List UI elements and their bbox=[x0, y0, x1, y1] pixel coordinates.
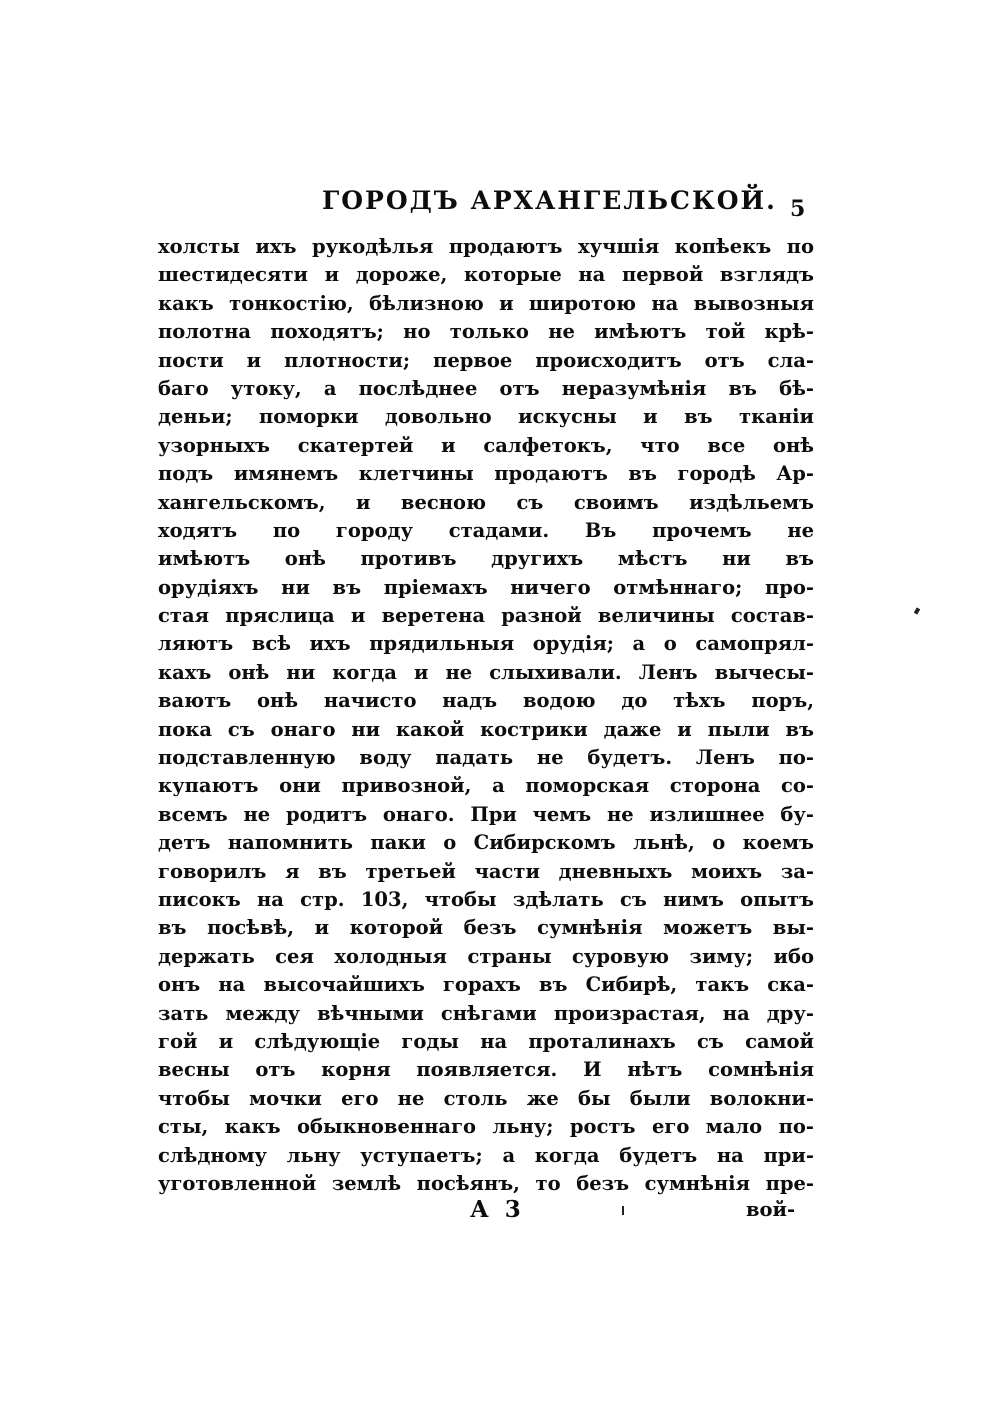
text-line: холсты ихъ рукодѣлья продаютъ хучшія копѣекъ по bbox=[158, 235, 814, 258]
page-number: 5 bbox=[790, 196, 806, 222]
text-line: купаютъ они привозной, а поморская сторона со- bbox=[158, 774, 814, 798]
text-line: подставленную воду падать не будетъ. Ленъ по- bbox=[158, 746, 814, 770]
text-line: сты, какъ обыкновеннаго льну; ростъ его мало по- bbox=[158, 1115, 814, 1139]
text-line: стая пряслица и веретена разной величины состав- bbox=[158, 604, 814, 628]
text-line: держать сея холодныя страны суровую зиму; ибо bbox=[158, 944, 814, 968]
text-line: узорныхъ скатертей и салфетокъ, что все онѣ bbox=[158, 433, 814, 457]
text-line: писокъ на стр. 103, чтобы здѣлать съ нимъ опытъ bbox=[158, 887, 814, 911]
text-line: баго утоку, а послѣднее отъ неразумѣнія въ бѣ- bbox=[158, 376, 814, 400]
text-line: ваютъ онѣ начисто надъ водою до тѣхъ поръ, bbox=[158, 689, 814, 713]
text-line: всемъ не родитъ онаго. При чемъ не излишнее бу- bbox=[158, 802, 814, 826]
text-line: имѣютъ онѣ противъ другихъ мѣстъ ни въ bbox=[158, 547, 814, 571]
ink-speck bbox=[622, 1206, 624, 1215]
text-line: въ посѣвѣ, и которой безъ сумнѣнія можетъ вы- bbox=[158, 916, 814, 940]
text-line: шестидесяти и дороже, которые на первой взглядъ bbox=[158, 263, 814, 287]
text-line: ходятъ по городу стадами. Въ прочемъ не bbox=[158, 518, 814, 542]
text-line: ляютъ всѣ ихъ прядильныя орудія; а о самопрял- bbox=[158, 632, 814, 656]
text-line: полотна походятъ; но только не имѣютъ той крѣ- bbox=[158, 320, 814, 344]
text-line: детъ напомнить паки о Сибирскомъ льнѣ, о коемъ bbox=[158, 831, 814, 855]
signature-mark: А 3 bbox=[470, 1196, 525, 1223]
text-line: онъ на высочайшихъ горахъ въ Сибирѣ, такъ ска- bbox=[158, 973, 814, 997]
catchword: вой- bbox=[746, 1198, 796, 1221]
text-line: какъ тонкостію, бѣлизною и широтою на вывозныя bbox=[158, 291, 814, 315]
text-line: зать между вѣчными снѣгами произрастая, на дру- bbox=[158, 1001, 814, 1025]
text-line: деньи; поморки довольно искусны и въ тканіи bbox=[158, 405, 814, 429]
ink-speck bbox=[914, 607, 920, 614]
text-line: кахъ онѣ ни когда и не слыхивали. Ленъ вычесы- bbox=[158, 660, 814, 684]
text-line: говорилъ я въ третьей части дневныхъ моихъ за- bbox=[158, 859, 814, 883]
text-line: пости и плотности; первое происходитъ отъ сла- bbox=[158, 348, 814, 372]
text-line: пока съ онаго ни какой кострики даже и пыли въ bbox=[158, 717, 814, 741]
text-line: уготовленной землѣ посѣянъ, то безъ сумнѣнія пре- bbox=[158, 1171, 814, 1195]
text-line: гой и слѣдующіе годы на проталинахъ съ самой bbox=[158, 1029, 814, 1053]
text-line: хангельскомъ, и весною съ своимъ издѣльемъ bbox=[158, 490, 814, 514]
text-line: орудіяхъ ни въ пріемахъ ничего отмѣннаго; про- bbox=[158, 575, 814, 599]
body-text bbox=[158, 233, 814, 1198]
text-line: чтобы мочки его не столь же бы были волокни- bbox=[158, 1086, 814, 1110]
running-head: ГОРОДЪ АРХАНГЕЛЬСКОЙ. bbox=[322, 186, 777, 215]
text-line: слѣдному льну уступаетъ; а когда будетъ на при- bbox=[158, 1143, 814, 1167]
text-line: весны отъ корня появляется. И нѣтъ сомнѣнія bbox=[158, 1058, 814, 1082]
text-line: подъ имянемъ клетчины продаютъ въ городѣ Ар- bbox=[158, 462, 814, 486]
